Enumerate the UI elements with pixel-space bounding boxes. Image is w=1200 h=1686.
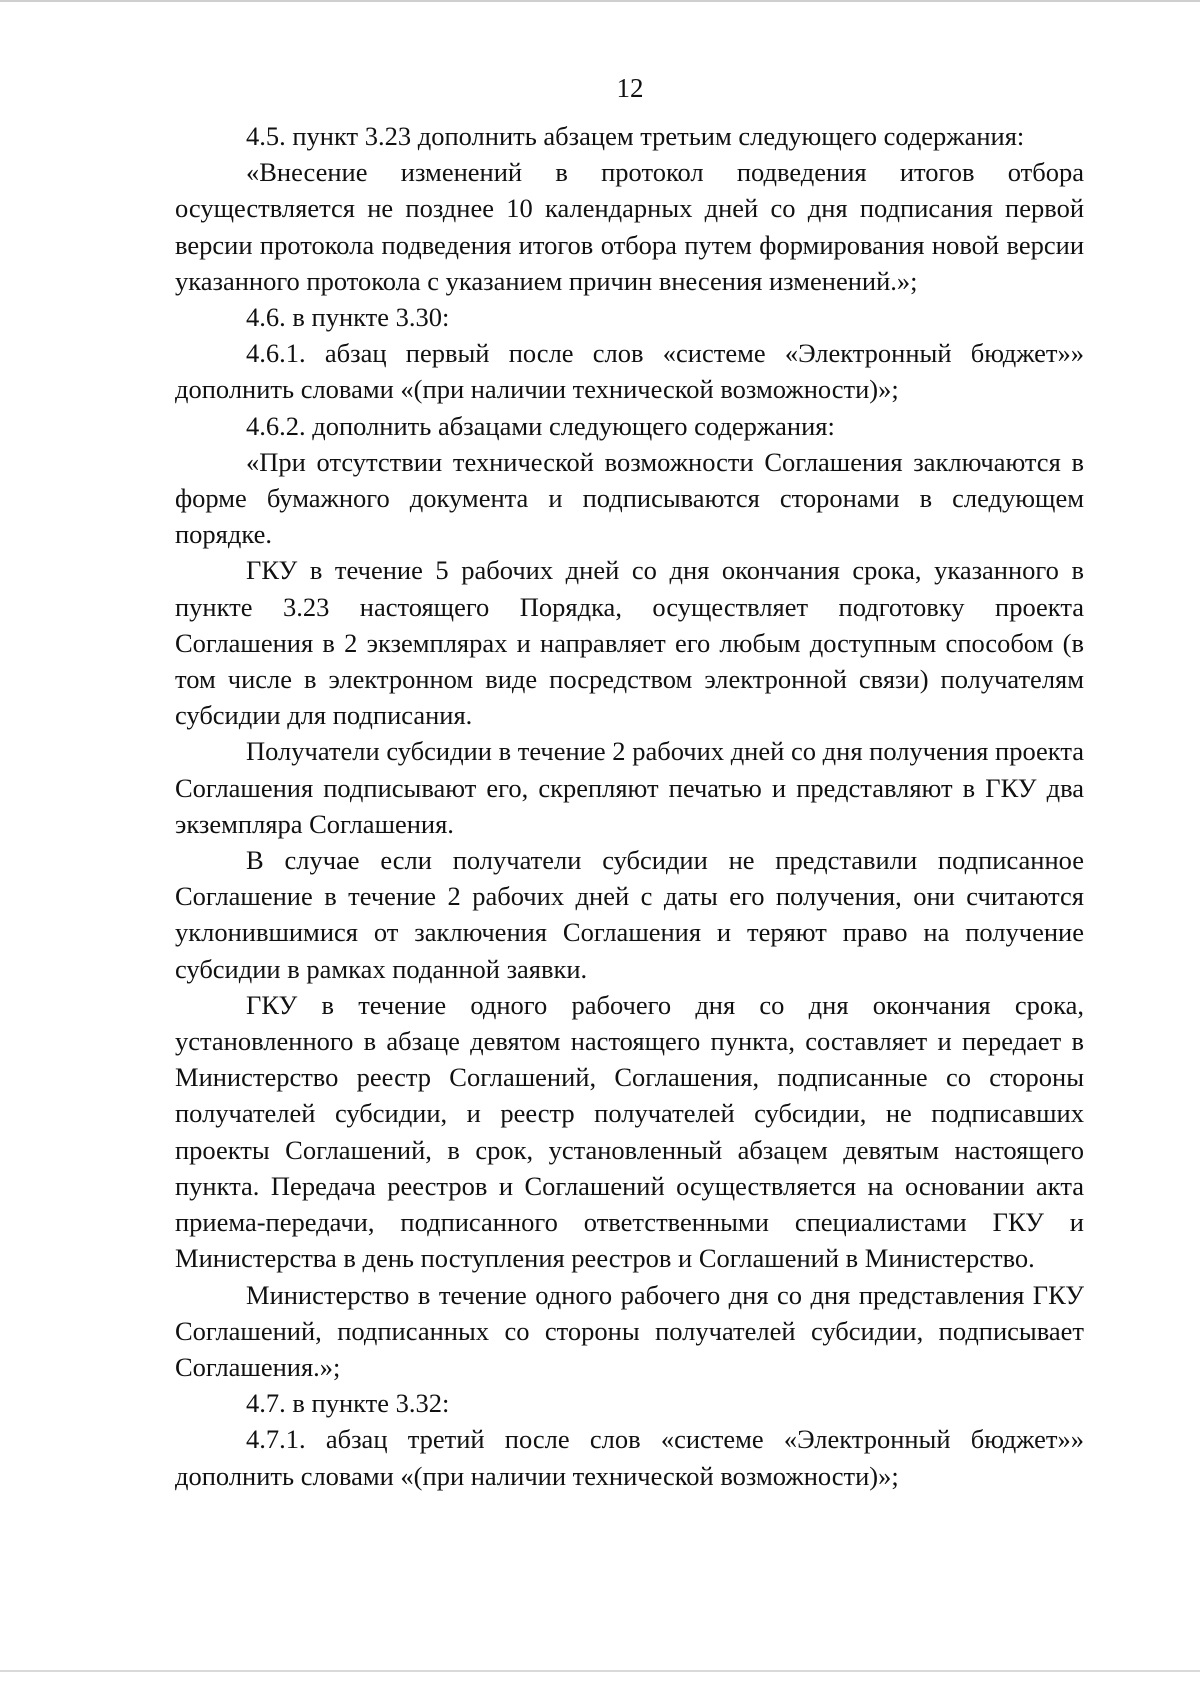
paragraph-gku-preparation: ГКУ в течение 5 рабочих дней со дня окончания срока, указанного в пункте 3.23 настоящего Порядка, осуществляет подготовку проекта Соглашения в 2 экземплярах и направляет его любым доступным способом (в том числе в электронном виде посредством электронной связи) получателям субсидии для подписания. bbox=[175, 555, 1084, 731]
page-number: 12 bbox=[616, 73, 644, 103]
paragraph-4-7: 4.7. в пункте 3.32: bbox=[246, 1388, 450, 1419]
paragraph-4-6: 4.6. в пункте 3.30: bbox=[246, 302, 450, 333]
paragraph-4-5: 4.5. пункт 3.23 дополнить абзацем третьим следующего содержания: bbox=[246, 121, 1025, 151]
scan-top-edge bbox=[0, 0, 1200, 2]
paragraph-4-7-1: 4.7.1. абзац третий после слов «системе «Электронный бюджет»» дополнить словами «(при наличии технической возможности)»; bbox=[175, 1424, 1084, 1491]
paragraph-evasion: В случае если получатели субсидии не представили подписанное Соглашение в течение 2 рабочих дней с даты его получения, они считаются уклонившимися от заключения Соглашения и теряют право на получение субсидии в рамках поданной заявки. bbox=[175, 845, 1084, 984]
paragraph-gku-registry: ГКУ в течение одного рабочего дня со дня окончания срока, установленного в абзаце девятом настоящего пункта, составляет и передает в Министерство реестр Соглашений, Соглашения, подписанные со стороны получателей субсидии, и реестр получателей субсидии, не подписавших проекты Соглашений, в срок, установленный абзацем девятым настоящего пункта. Передача реестров и Соглашений осуществляется на основании акта приема-передачи, подписанного ответственными специалистами ГКУ и Министерства в день поступления реестров и Соглашений в Министерство. bbox=[175, 989, 1084, 1274]
paragraph-4-6-2: 4.6.2. дополнить абзацами следующего содержания: bbox=[246, 410, 835, 441]
paragraph-quote-protocol: «Внесение изменений в протокол подведения итогов отбора осуществляется не позднее 10 календарных дней со дня подписания первой версии протокола подведения итогов отбора путем формирования новой версии указанного протокола с указанием причин внесения изменений.»; bbox=[175, 157, 1084, 296]
paragraph-quote-agreements: «При отсутствии технической возможности Соглашения заключаются в форме бумажного документа и подписываются сторонами в следующем порядке. bbox=[175, 446, 1084, 550]
paragraph-ministry-sign: Министерство в течение одного рабочего дня со дня представления ГКУ Соглашений, подписанных со стороны получателей субсидии, подписывает Соглашения.»; bbox=[175, 1279, 1084, 1382]
paragraph-4-6-1: 4.6.1. абзац первый после слов «системе «Электронный бюджет»» дополнить словами «(при наличии технической возможности)»; bbox=[175, 338, 1084, 405]
document-body bbox=[175, 118, 1084, 1494]
paragraph-recipients-sign: Получатели субсидии в течение 2 рабочих дней со дня получения проекта Соглашения подписывают его, скрепляют печатью и представляют в ГКУ два экземпляра Соглашения. bbox=[175, 736, 1084, 839]
scan-bottom-edge bbox=[0, 1670, 1200, 1672]
